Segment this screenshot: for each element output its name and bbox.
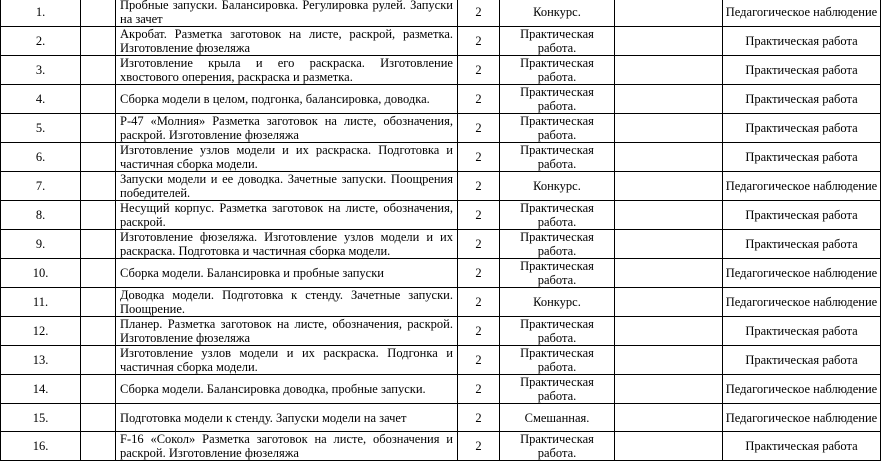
blank-cell — [81, 404, 116, 432]
lesson-topic: Запуски модели и ее доводка. Зачетные запуски. Поощрения победителей. — [116, 172, 458, 201]
lesson-topic: Изготовление фюзеляжа. Изготовление узлов модели и их раскраска. Подготовка и частичная сборка модели. — [116, 230, 458, 259]
table-row — [1, 201, 881, 230]
row-number: 4. — [1, 85, 81, 114]
row-number: 10. — [1, 259, 81, 288]
control-form: Практическая работа — [723, 230, 881, 259]
blank-cell — [81, 201, 116, 230]
lesson-topic: Изготовление крыла и его раскраска. Изготовление хвостового оперения, раскраска и разметка. — [116, 56, 458, 85]
blank-cell — [615, 56, 723, 85]
hours-count: 2 — [458, 143, 500, 172]
row-number: 16. — [1, 432, 81, 461]
table-row — [1, 346, 881, 375]
lesson-topic: Изготовление узлов модели и их раскраска. Подгонка и частичная сборка модели. — [116, 346, 458, 375]
lesson-form: Практическая работа. — [500, 85, 615, 114]
control-form: Практическая работа — [723, 114, 881, 143]
lesson-form: Конкурс. — [500, 288, 615, 317]
lesson-topic: Планер. Разметка заготовок на листе, обозначения, раскрой. Изготовление фюзеляжа — [116, 317, 458, 346]
row-number: 1. — [1, 0, 81, 27]
control-form: Практическая работа — [723, 27, 881, 56]
table-row — [1, 375, 881, 404]
lesson-topic: Р-47 «Молния» Разметка заготовок на листе, обозначения, раскрой. Изготовление фюзеляжа — [116, 114, 458, 143]
control-form: Педагогическое наблюдение — [723, 288, 881, 317]
control-form: Педагогическое наблюдение — [723, 259, 881, 288]
blank-cell — [615, 404, 723, 432]
blank-cell — [81, 346, 116, 375]
table-row — [1, 85, 881, 114]
table-row — [1, 172, 881, 201]
blank-cell — [615, 172, 723, 201]
table-row — [1, 288, 881, 317]
blank-cell — [615, 0, 723, 27]
control-form: Практическая работа — [723, 317, 881, 346]
blank-cell — [81, 230, 116, 259]
row-number: 5. — [1, 114, 81, 143]
blank-cell — [81, 114, 116, 143]
row-number: 11. — [1, 288, 81, 317]
lesson-topic: Сборка модели. Балансировка доводка, пробные запуски. — [116, 375, 458, 404]
table-row — [1, 27, 881, 56]
hours-count: 2 — [458, 375, 500, 404]
blank-cell — [615, 317, 723, 346]
lesson-form: Практическая работа. — [500, 259, 615, 288]
lesson-form: Практическая работа. — [500, 114, 615, 143]
table-row — [1, 259, 881, 288]
lesson-form: Практическая работа. — [500, 317, 615, 346]
control-form: Практическая работа — [723, 432, 881, 461]
table-row — [1, 143, 881, 172]
lesson-form: Практическая работа. — [500, 27, 615, 56]
row-number: 14. — [1, 375, 81, 404]
table-row — [1, 114, 881, 143]
hours-count: 2 — [458, 0, 500, 27]
lesson-topic: Несущий корпус. Разметка заготовок на листе, обозначения, раскрой. — [116, 201, 458, 230]
blank-cell — [81, 432, 116, 461]
blank-cell — [615, 143, 723, 172]
lesson-topic: Сборка модели. Балансировка и пробные запуски — [116, 259, 458, 288]
blank-cell — [81, 375, 116, 404]
lesson-form: Смешанная. — [500, 404, 615, 432]
lesson-form: Практическая работа. — [500, 230, 615, 259]
table-row — [1, 404, 881, 432]
hours-count: 2 — [458, 317, 500, 346]
lesson-form: Конкурс. — [500, 172, 615, 201]
blank-cell — [615, 114, 723, 143]
lesson-topic: Изготовление узлов модели и их раскраска. Подготовка и частичная сборка модели. — [116, 143, 458, 172]
hours-count: 2 — [458, 201, 500, 230]
lesson-form: Практическая работа. — [500, 375, 615, 404]
blank-cell — [615, 375, 723, 404]
control-form: Практическая работа — [723, 85, 881, 114]
hours-count: 2 — [458, 172, 500, 201]
blank-cell — [81, 288, 116, 317]
lesson-topic: Сборка модели в целом, подгонка, балансировка, доводка. — [116, 85, 458, 114]
blank-cell — [615, 432, 723, 461]
lesson-form: Практическая работа. — [500, 143, 615, 172]
hours-count: 2 — [458, 85, 500, 114]
blank-cell — [615, 346, 723, 375]
lesson-topic: Пробные запуски. Балансировка. Регулировка рулей. Запуски на зачет — [116, 0, 458, 27]
lesson-form: Практическая работа. — [500, 201, 615, 230]
hours-count: 2 — [458, 432, 500, 461]
hours-count: 2 — [458, 27, 500, 56]
control-form: Практическая работа — [723, 346, 881, 375]
lesson-topic: Доводка модели. Подготовка к стенду. Зачетные запуски. Поощрение. — [116, 288, 458, 317]
row-number: 3. — [1, 56, 81, 85]
lesson-form: Практическая работа. — [500, 56, 615, 85]
table-body — [1, 0, 881, 461]
blank-cell — [81, 143, 116, 172]
control-form: Практическая работа — [723, 201, 881, 230]
blank-cell — [615, 259, 723, 288]
blank-cell — [81, 317, 116, 346]
row-number: 8. — [1, 201, 81, 230]
table-row — [1, 230, 881, 259]
blank-cell — [615, 230, 723, 259]
hours-count: 2 — [458, 230, 500, 259]
blank-cell — [615, 85, 723, 114]
blank-cell — [615, 201, 723, 230]
hours-count: 2 — [458, 114, 500, 143]
control-form: Практическая работа — [723, 143, 881, 172]
table-row — [1, 0, 881, 27]
blank-cell — [81, 0, 116, 27]
control-form: Педагогическое наблюдение — [723, 375, 881, 404]
row-number: 9. — [1, 230, 81, 259]
lesson-form: Практическая работа. — [500, 432, 615, 461]
row-number: 13. — [1, 346, 81, 375]
control-form: Практическая работа — [723, 56, 881, 85]
control-form: Педагогическое наблюдение — [723, 404, 881, 432]
blank-cell — [615, 288, 723, 317]
lesson-form: Практическая работа. — [500, 346, 615, 375]
table-row — [1, 432, 881, 461]
lesson-topic: Акробат. Разметка заготовок на листе, раскрой, разметка. Изготовление фюзеляжа — [116, 27, 458, 56]
row-number: 15. — [1, 404, 81, 432]
hours-count: 2 — [458, 288, 500, 317]
control-form: Педагогическое наблюдение — [723, 172, 881, 201]
blank-cell — [81, 85, 116, 114]
table-row — [1, 56, 881, 85]
blank-cell — [81, 259, 116, 288]
hours-count: 2 — [458, 259, 500, 288]
hours-count: 2 — [458, 346, 500, 375]
blank-cell — [81, 27, 116, 56]
row-number: 7. — [1, 172, 81, 201]
blank-cell — [81, 56, 116, 85]
lesson-topic: Подготовка модели к стенду. Запуски модели на зачет — [116, 404, 458, 432]
row-number: 12. — [1, 317, 81, 346]
blank-cell — [615, 27, 723, 56]
row-number: 6. — [1, 143, 81, 172]
table-row — [1, 317, 881, 346]
control-form: Педагогическое наблюдение — [723, 0, 881, 27]
row-number: 2. — [1, 27, 81, 56]
blank-cell — [81, 172, 116, 201]
hours-count: 2 — [458, 56, 500, 85]
lesson-topic: F-16 «Сокол» Разметка заготовок на листе, обозначения и раскрой. Изготовление фюзеляжа — [116, 432, 458, 461]
lesson-form: Конкурс. — [500, 0, 615, 27]
hours-count: 2 — [458, 404, 500, 432]
